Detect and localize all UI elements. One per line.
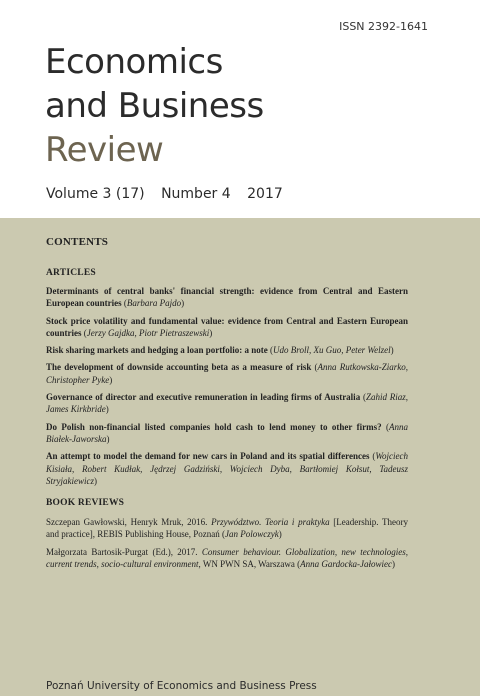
reviewer: Anna Gardocka-Jałowiec — [300, 558, 393, 569]
cover-header — [0, 0, 480, 218]
article-authors: Udo Broll, Xu Guo, Peter Welzel — [273, 345, 391, 356]
issue-info — [46, 186, 295, 202]
article-item: Risk sharing markets and hedging a loan portfolio: a note (Udo Broll, Xu Guo, Peter Welzel) — [46, 345, 394, 356]
book-review-item — [46, 546, 408, 571]
article-authors: Barbara Pajdo — [126, 298, 182, 309]
issue-year: 2017 — [247, 186, 283, 202]
article-authors: Zahid Riaz, James Kirkbride — [46, 392, 409, 415]
review-book-title: Consumer behaviour. Globalization, new technologies, current trends, socio-cultural environment — [46, 546, 408, 569]
article-title: Stock price volatility and fundamental value: evidence from Central and Eastern European countries — [46, 315, 408, 338]
article-title: Risk sharing markets and hedging a loan portfolio: a note — [46, 345, 268, 356]
review-authors: Szczepan Gawłowski, Henryk Mruk, 2016. — [46, 517, 212, 527]
article-item: Determinants of central banks' financial strength: evidence from Central and Eastern European countries (Barbara Pajdo) — [46, 286, 408, 309]
issue-number: Number 4 — [161, 186, 231, 202]
contents-heading: CONTENTS — [46, 236, 109, 248]
issn: ISSN 2392-1641 — [339, 20, 428, 33]
article-authors: Jerzy Gajdka, Piotr Pietraszewski — [86, 327, 210, 338]
journal-title-line-3: Review — [45, 130, 164, 170]
article-title: An attempt to model the demand for new cars in Poland and its spatial differences — [46, 451, 370, 462]
article-item: The development of downside accounting beta as a measure of risk (Anna Rutkowska-Ziarko, Christopher Pyke) — [46, 362, 408, 385]
journal-title — [45, 40, 264, 172]
article-item: Governance of director and executive remuneration in leading firms of Australia (Zahid Riaz, James Kirkbride) — [46, 392, 409, 415]
review-book-title: Przywództwo. Teoria i praktyka — [211, 517, 330, 527]
book-review-item — [46, 516, 408, 541]
article-title: Governance of director and executive remuneration in leading firms of Australia — [46, 392, 361, 403]
article-title: Determinants of central banks' financial strength: evidence from Central and Eastern European countries — [46, 286, 408, 309]
article-item: An attempt to model the demand for new cars in Poland and its spatial differences (Wojciech Kisiała, Robert Kudłak, Jędrzej Gadziński, Wojciech Dyba, Bartłomiej Kołsut, Tadeusz Stryjakiewicz) — [46, 451, 408, 486]
reviewer: Jan Polowczyk — [224, 529, 279, 540]
article-item: Do Polish non-financial listed companies hold cash to lend money to other firms? (Anna Białek-Jaworska) — [46, 421, 409, 444]
publisher: Poznań University of Economics and Business Press — [46, 680, 317, 692]
article-item: Stock price volatility and fundamental value: evidence from Central and Eastern European countries (Jerzy Gajdka, Piotr Pietraszewski) — [46, 315, 408, 338]
article-authors: Anna Białek-Jaworska — [46, 421, 409, 444]
article-title: The development of downside accounting beta as a measure of risk — [46, 362, 312, 373]
review-authors: Małgorzata Bartosik-Purgat (Ed.), 2017. — [46, 546, 202, 557]
articles-list — [46, 285, 408, 492]
book-reviews-heading: BOOK REVIEWS — [46, 498, 125, 508]
article-title: Do Polish non-financial listed companies hold cash to lend money to other firms? — [46, 421, 382, 432]
review-end: ) — [392, 558, 396, 569]
issue-volume: Volume 3 (17) — [46, 186, 145, 202]
article-authors: Anna Rutkowska-Ziarko, Christopher Pyke — [46, 362, 408, 385]
article-authors: Wojciech Kisiała, Robert Kudłak, Jędrzej Gadziński, Wojciech Dyba, Bartłomiej Kołsut, Tadeusz Stryjakiewicz — [46, 451, 408, 486]
articles-heading: ARTICLES — [46, 268, 96, 278]
review-details: [Leadership. Theory and practice], REBIS Publishing House, Poznań ( — [46, 517, 409, 540]
review-details: , WN PWN SA, Warszawa ( — [198, 558, 301, 569]
book-reviews-list — [46, 516, 408, 575]
review-end: ) — [278, 529, 282, 540]
journal-title-line-1: Economics — [45, 42, 223, 82]
journal-title-line-2: and Business — [45, 86, 264, 126]
